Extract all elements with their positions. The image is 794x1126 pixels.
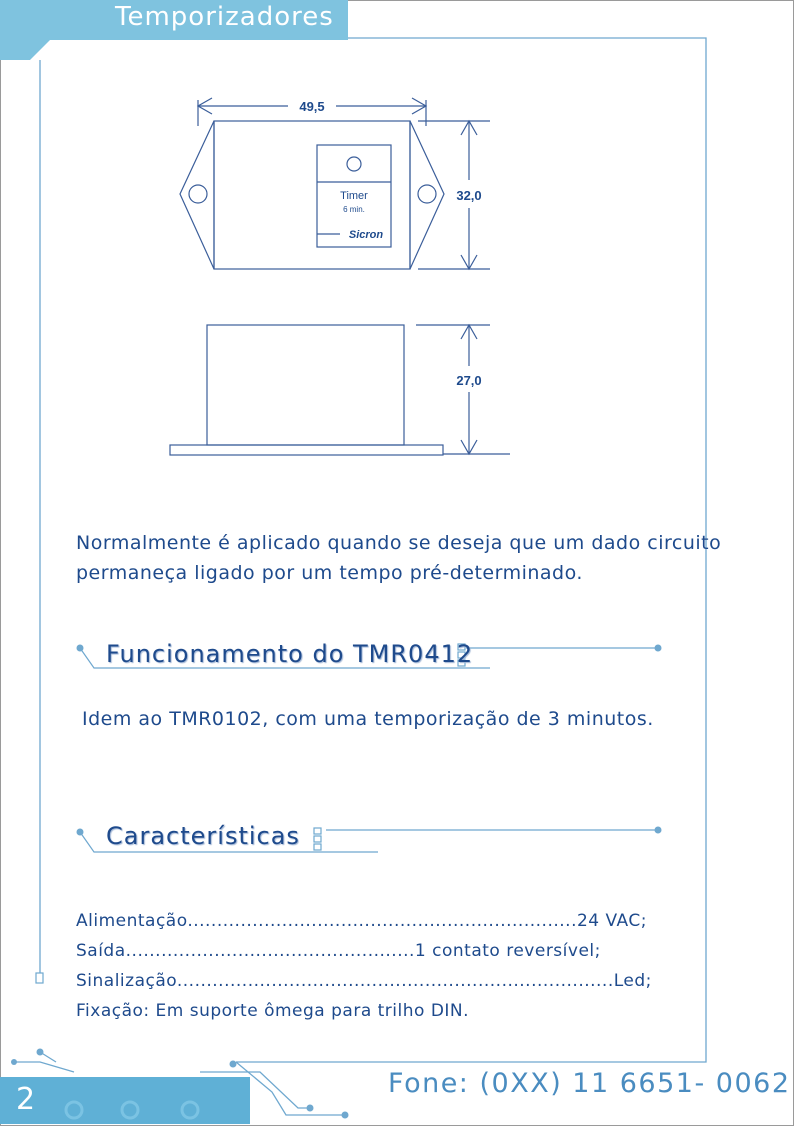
mount-ear-right bbox=[410, 121, 444, 269]
width-dimension: 49,5 bbox=[299, 99, 325, 114]
brand-logo: Sicron bbox=[348, 229, 384, 241]
spec-mounting: Fixação: Em suporte ômega para trilho DIN. bbox=[76, 1001, 470, 1021]
mount-ear-left bbox=[180, 121, 214, 269]
phone-number: Fone: (0XX) 11 6651- 0062 bbox=[388, 1068, 791, 1099]
mount-hole-right bbox=[418, 185, 436, 203]
height-dimension: 32,0 bbox=[456, 188, 482, 203]
page-title: Temporizadores bbox=[115, 2, 334, 32]
technical-drawing bbox=[160, 88, 520, 466]
din-base bbox=[170, 445, 443, 455]
intro-line-2: permaneça ligado por um tempo pré-determinado. bbox=[76, 562, 583, 584]
section-title-function: Funcionamento do TMR0412 bbox=[106, 640, 474, 668]
spec-power: Alimentação..................................................................24 VAC; bbox=[76, 911, 647, 931]
section-title-specs: Características bbox=[106, 822, 300, 850]
function-description: Idem ao TMR0102, com uma temporização de 3 minutos. bbox=[82, 708, 654, 730]
mount-hole-left bbox=[189, 185, 207, 203]
spec-signal: Sinalização..........................................................................Led; bbox=[76, 971, 652, 991]
page-number: 2 bbox=[16, 1082, 36, 1117]
intro-line-1: Normalmente é aplicado quando se deseja que um dado circuito bbox=[76, 532, 722, 554]
depth-dimension: 27,0 bbox=[456, 373, 482, 388]
led-indicator bbox=[347, 157, 361, 171]
footer-pattern bbox=[60, 1092, 250, 1122]
timer-body-side bbox=[207, 325, 404, 445]
label-timer: Timer bbox=[340, 190, 368, 202]
label-duration: 6 min. bbox=[343, 205, 365, 214]
spec-output: Saída.................................................1 contato reversível; bbox=[76, 941, 601, 961]
